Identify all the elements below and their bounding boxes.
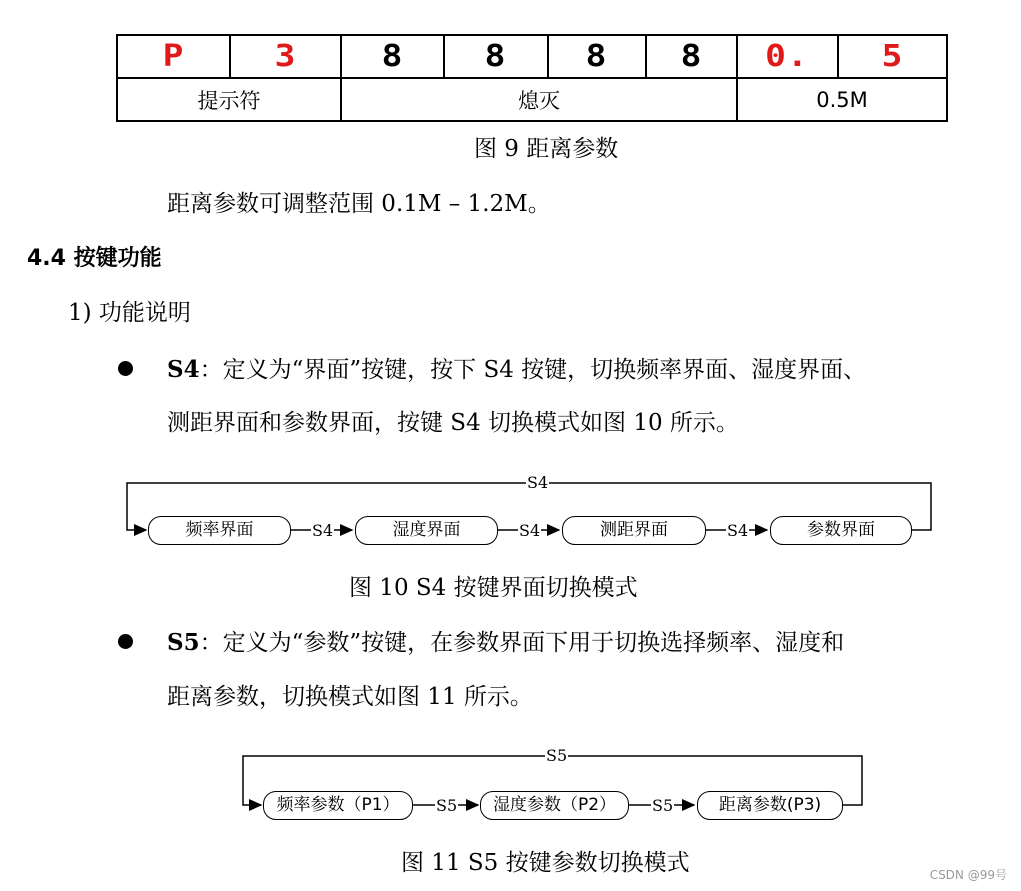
node-distance-param: 距离参数(P3) [697,791,843,820]
s4-text-line2: 测距界面和参数界面，按键 S4 切换模式如图 10 所示。 [167,410,739,436]
node-parameter-screen: 参数界面 [770,516,912,545]
edge-label: S4 [727,521,749,540]
s5-key: S5 [167,629,200,656]
figure-10-caption: 图 10 S4 按键界面切换模式 [349,575,638,601]
node-frequency-param: 频率参数（P1） [263,791,413,820]
segment-cell: 8 [548,35,646,78]
edge-label: S4 [312,521,334,540]
label-off: 熄灭 [341,78,737,121]
node-distance-screen: 测距界面 [562,516,706,545]
s5-paragraph-line1 [167,631,844,655]
section-heading: 4.4 按键功能 [27,246,162,271]
label-prompt: 提示符 [117,78,341,121]
node-humidity-param: 湿度参数（P2） [480,791,629,820]
bullet-icon [118,361,133,376]
s4-key: S4 [167,356,200,383]
node-humidity-screen: 湿度界面 [355,516,498,545]
s5-text-line1: ：定义为“参数”按键，在参数界面下用于切换选择频率、湿度和 [199,630,845,656]
node-frequency-screen: 频率界面 [148,516,291,545]
segment-cell: 8 [444,35,548,78]
loop-label: S4 [527,473,549,492]
loop-label: S5 [546,746,568,765]
edge-label: S4 [519,521,541,540]
s5-text-line2: 距离参数，切换模式如图 11 所示。 [167,684,533,710]
watermark: CSDN @99号 [929,868,1007,882]
s4-paragraph-line1 [167,358,866,382]
segment-cell: 8 [646,35,737,78]
range-text: 距离参数可调整范围 0.1M – 1.2M。 [167,191,551,217]
segment-cell: 0. [737,35,838,78]
segment-cell: 3 [230,35,341,78]
figure-11-caption: 图 11 S5 按键参数切换模式 [401,850,690,876]
figure-9-caption: 图 9 距离参数 [474,136,619,162]
segment-cell: P [117,35,230,78]
label-value: 0.5M [737,78,947,121]
segment-cell: 5 [838,35,947,78]
bullet-icon [118,634,133,649]
s4-text-line1: ：定义为“界面”按键，按下 S4 按键，切换频率界面、湿度界面、 [199,357,867,383]
display-segment-table [116,34,948,122]
edge-label: S5 [436,796,458,815]
list-item-1: 1) 功能说明 [68,300,191,326]
segment-cell: 8 [341,35,444,78]
edge-label: S5 [652,796,674,815]
